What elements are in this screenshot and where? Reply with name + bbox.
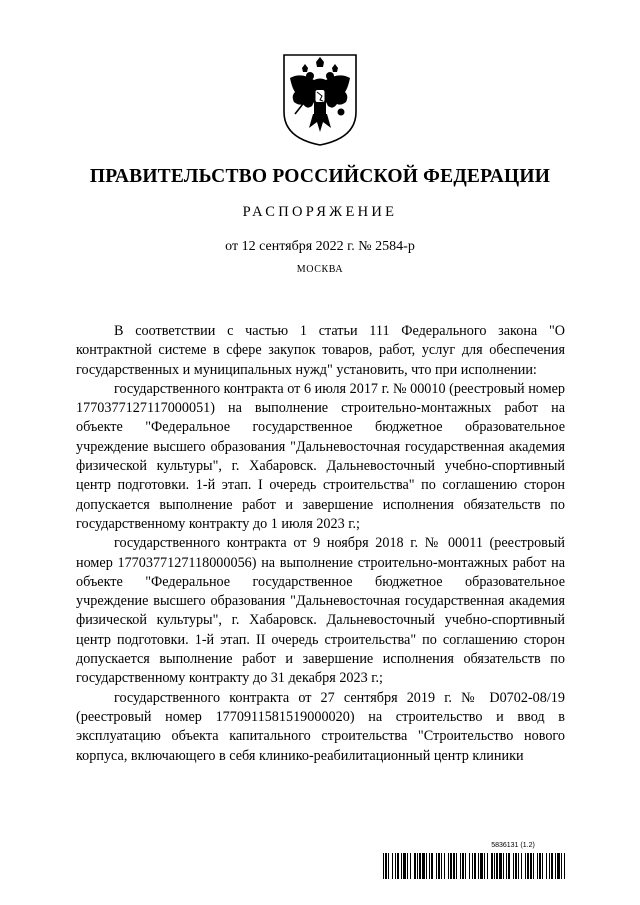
barcode-bar — [403, 853, 406, 879]
barcode-bar — [521, 853, 522, 879]
barcode-bar — [444, 853, 445, 879]
barcode-bar — [429, 853, 430, 879]
barcode-bar — [383, 853, 384, 879]
barcode-bar — [525, 853, 526, 879]
barcode-bar — [410, 853, 411, 879]
barcode-bar — [450, 853, 452, 879]
barcode-bar — [392, 853, 393, 879]
government-title: ПРАВИТЕЛЬСТВО РОССИЙСКОЙ ФЕДЕРАЦИИ — [89, 166, 551, 187]
barcode-bar — [537, 853, 538, 879]
barcode-bar — [478, 853, 479, 879]
barcode-icon — [383, 853, 568, 879]
barcode-bar — [530, 853, 532, 879]
barcode-bar — [551, 853, 553, 879]
document-body — [76, 322, 565, 766]
paragraph-contract-3: государственного контракта от 27 сентября 2019 г. № D0702-08/19 (реестровый номер 1770911581519000020) на строительство и ввод в эксплуатацию объекта капитального строительства "Строительство нового корпуса, включающего в себя клинико-реабилитационный центр клиники — [76, 689, 565, 764]
document-date-number: от 12 сентября 2022 г. № 2584-р — [225, 239, 415, 254]
coat-of-arms-icon — [281, 52, 359, 148]
barcode-bar — [546, 853, 547, 879]
barcode-bar — [417, 853, 418, 879]
barcode-bar — [564, 853, 565, 879]
barcode-bar — [557, 853, 560, 879]
barcode-bar — [436, 853, 437, 879]
barcode-bar — [508, 853, 510, 879]
barcode-bar — [533, 853, 534, 879]
barcode-bar — [465, 853, 466, 879]
barcode-bar — [453, 853, 455, 879]
barcode-bar — [496, 853, 498, 879]
barcode-bar — [438, 853, 440, 879]
barcode-bar — [462, 853, 464, 879]
barcode-bar — [539, 853, 541, 879]
barcode-bar — [407, 853, 408, 879]
barcode-bar — [422, 853, 425, 879]
barcode-bar — [484, 853, 485, 879]
barcode-bar — [503, 853, 504, 879]
barcode-bar — [494, 853, 495, 879]
barcode-bar — [542, 853, 543, 879]
barcode-bar — [460, 853, 461, 879]
barcode-bar — [395, 853, 396, 879]
barcode-bar — [431, 853, 433, 879]
barcode-bar — [456, 853, 457, 879]
barcode-bar — [414, 853, 416, 879]
paragraph-intro: В соответствии с частью 1 статьи 111 Федерального закона "О контрактной системе в сфере закупок товаров, работ, услуг для обеспечения государственных и муниципальных нужд" установить, что при исполнении: — [76, 323, 565, 378]
barcode-bar — [385, 853, 387, 879]
barcode-bar — [527, 853, 529, 879]
barcode-bar — [549, 853, 550, 879]
barcode-bar — [491, 853, 493, 879]
barcode-bar — [472, 853, 473, 879]
barcode-bar — [474, 853, 476, 879]
barcode-bar — [506, 853, 507, 879]
barcode-bar — [518, 853, 519, 879]
document-code: 5836131 (1.2) — [491, 842, 535, 849]
barcode-bar — [401, 853, 402, 879]
barcode-bar — [499, 853, 502, 879]
barcode-bar — [397, 853, 399, 879]
barcode-bar — [441, 853, 442, 879]
barcode-bar — [561, 853, 562, 879]
barcode-bar — [469, 853, 470, 879]
barcode-bar — [388, 853, 389, 879]
barcode-bar — [487, 853, 488, 879]
barcode-bar — [555, 853, 556, 879]
barcode-bar — [426, 853, 427, 879]
document-city: МОСКВА — [296, 264, 344, 275]
paragraph-contract-2: государственного контракта от 9 ноября 2018 г. № 00011 (реестровый номер 1770377127118000056) на выполнение строительно-монтажных работ на объекте "Федеральное государственное бюджетное образовательное учреждение высшего образования "Дальневосточная государственная академия физической культуры", г. Хабаровск. Дальневосточный учебно-спортивный центр подготовки. 1-й этап. II очередь строительства" по соглашению сторон допускается выполнение работ и завершение исполнения обязательств по государственному контракту до 31 декабря 2023 г.; — [76, 535, 565, 687]
barcode-bar — [448, 853, 449, 879]
barcode-bar — [513, 853, 514, 879]
document-type: РАСПОРЯЖЕНИЕ — [242, 204, 398, 220]
barcode-bar — [515, 853, 517, 879]
barcode-bar — [419, 853, 421, 879]
barcode-bar — [480, 853, 483, 879]
paragraph-contract-1: государственного контракта от 6 июля 2017 г. № 00010 (реестровый номер 1770377127117000051) на выполнение строительно-монтажных работ на объекте "Федеральное государственное бюджетное образовательное учреждение высшего образования "Дальневосточная государственная академия физической культуры", г. Хабаровск. Дальневосточный учебно-спортивный центр подготовки. 1-й этап. I очередь строительства" по соглашению сторон допускается выполнение работ и завершение исполнения обязательств по государственному контракту до 1 июля 2023 г.; — [76, 380, 565, 532]
